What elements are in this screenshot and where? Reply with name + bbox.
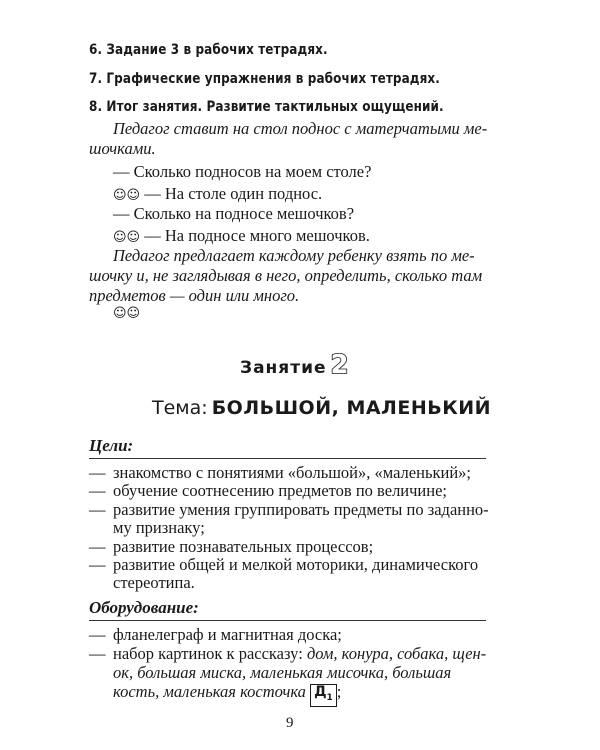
step-6: 6. Задание 3 в рабочих тетрадях. [89,42,328,58]
lesson-topic [152,397,491,419]
divider [89,620,486,621]
task-line-1: Педагог предлагает каждому ребенку взять по ме- [113,246,475,265]
smiley-icon: ☺☺ [113,230,141,245]
topic-name: БОЛЬШОЙ, МАЛЕНЬКИЙ [211,397,492,419]
equipment-item-continued [113,682,341,707]
goal-item: развитие общей и мелкой моторики, динамического [113,555,479,574]
intro-line-1: Педагог ставит на стол поднос с матерчатыми ме- [113,119,488,138]
goal-item-continued: му признаку; [113,518,205,537]
lesson-heading [240,350,349,380]
line-end: ; [336,682,342,701]
bullet-dash: — [89,481,106,500]
goal-item: развитие познавательных процессов; [113,537,374,556]
question-2: — Сколько на подносе мешочков? [113,204,355,223]
goal-item-continued: стереотипа. [113,573,195,592]
answer-2-row [113,226,370,246]
goal-item: развитие умения группировать предметы по заданно- [113,500,489,519]
lesson-number: 2 [330,350,349,380]
badge-letter: Д [314,684,327,700]
task-line-3: предметов — один или много. [89,286,300,305]
smiley-icon: ☺☺ [113,306,141,321]
badge-subscript: 1 [326,692,333,703]
equipment-item: фланелеграф и магнитная доска; [113,625,342,644]
topic-label: Тема: [152,397,208,419]
lesson-label: Занятие [240,358,327,378]
bullet-dash: — [89,555,106,574]
equipment-item-text: набор картинок к рассказу: [113,644,307,663]
task-line-2: шочку и, не заглядывая в него, определить, сколько там [89,266,483,285]
answer-1: — На столе один поднос. [144,184,323,203]
smiley-icon: ☺☺ [113,188,141,203]
goals-heading: Цели: [89,436,134,455]
equipment-item [113,644,486,664]
handout-badge [310,684,337,707]
equipment-item-continued: ок, большая миска, маленькая мисочка, большая [113,663,452,682]
page-number: 9 [286,715,294,731]
equipment-heading: Оборудование: [89,598,199,617]
goal-item: знакомство с понятиями «большой», «маленький»; [113,463,471,482]
step-7: 7. Графические упражнения в рабочих тетрадях. [89,71,440,87]
divider [89,458,486,459]
intro-line-2: шочками. [89,139,156,158]
question-1: — Сколько подносов на моем столе? [113,162,372,181]
equipment-item-list-end: кость, маленькая косточка [113,682,306,701]
bullet-dash: — [89,644,106,663]
equipment-item-list: дом, конура, собака, щен- [306,644,487,663]
bullet-dash: — [89,625,106,644]
bullet-dash: — [89,537,106,556]
answer-2: — На подносе много мешочков. [144,226,370,245]
bullet-dash: — [89,463,106,482]
answer-1-row [113,184,322,204]
goal-item: обучение соотнесению предметов по величине; [113,481,447,500]
step-8: 8. Итог занятия. Развитие тактильных ощущений. [89,99,444,115]
bullet-dash: — [89,500,106,519]
